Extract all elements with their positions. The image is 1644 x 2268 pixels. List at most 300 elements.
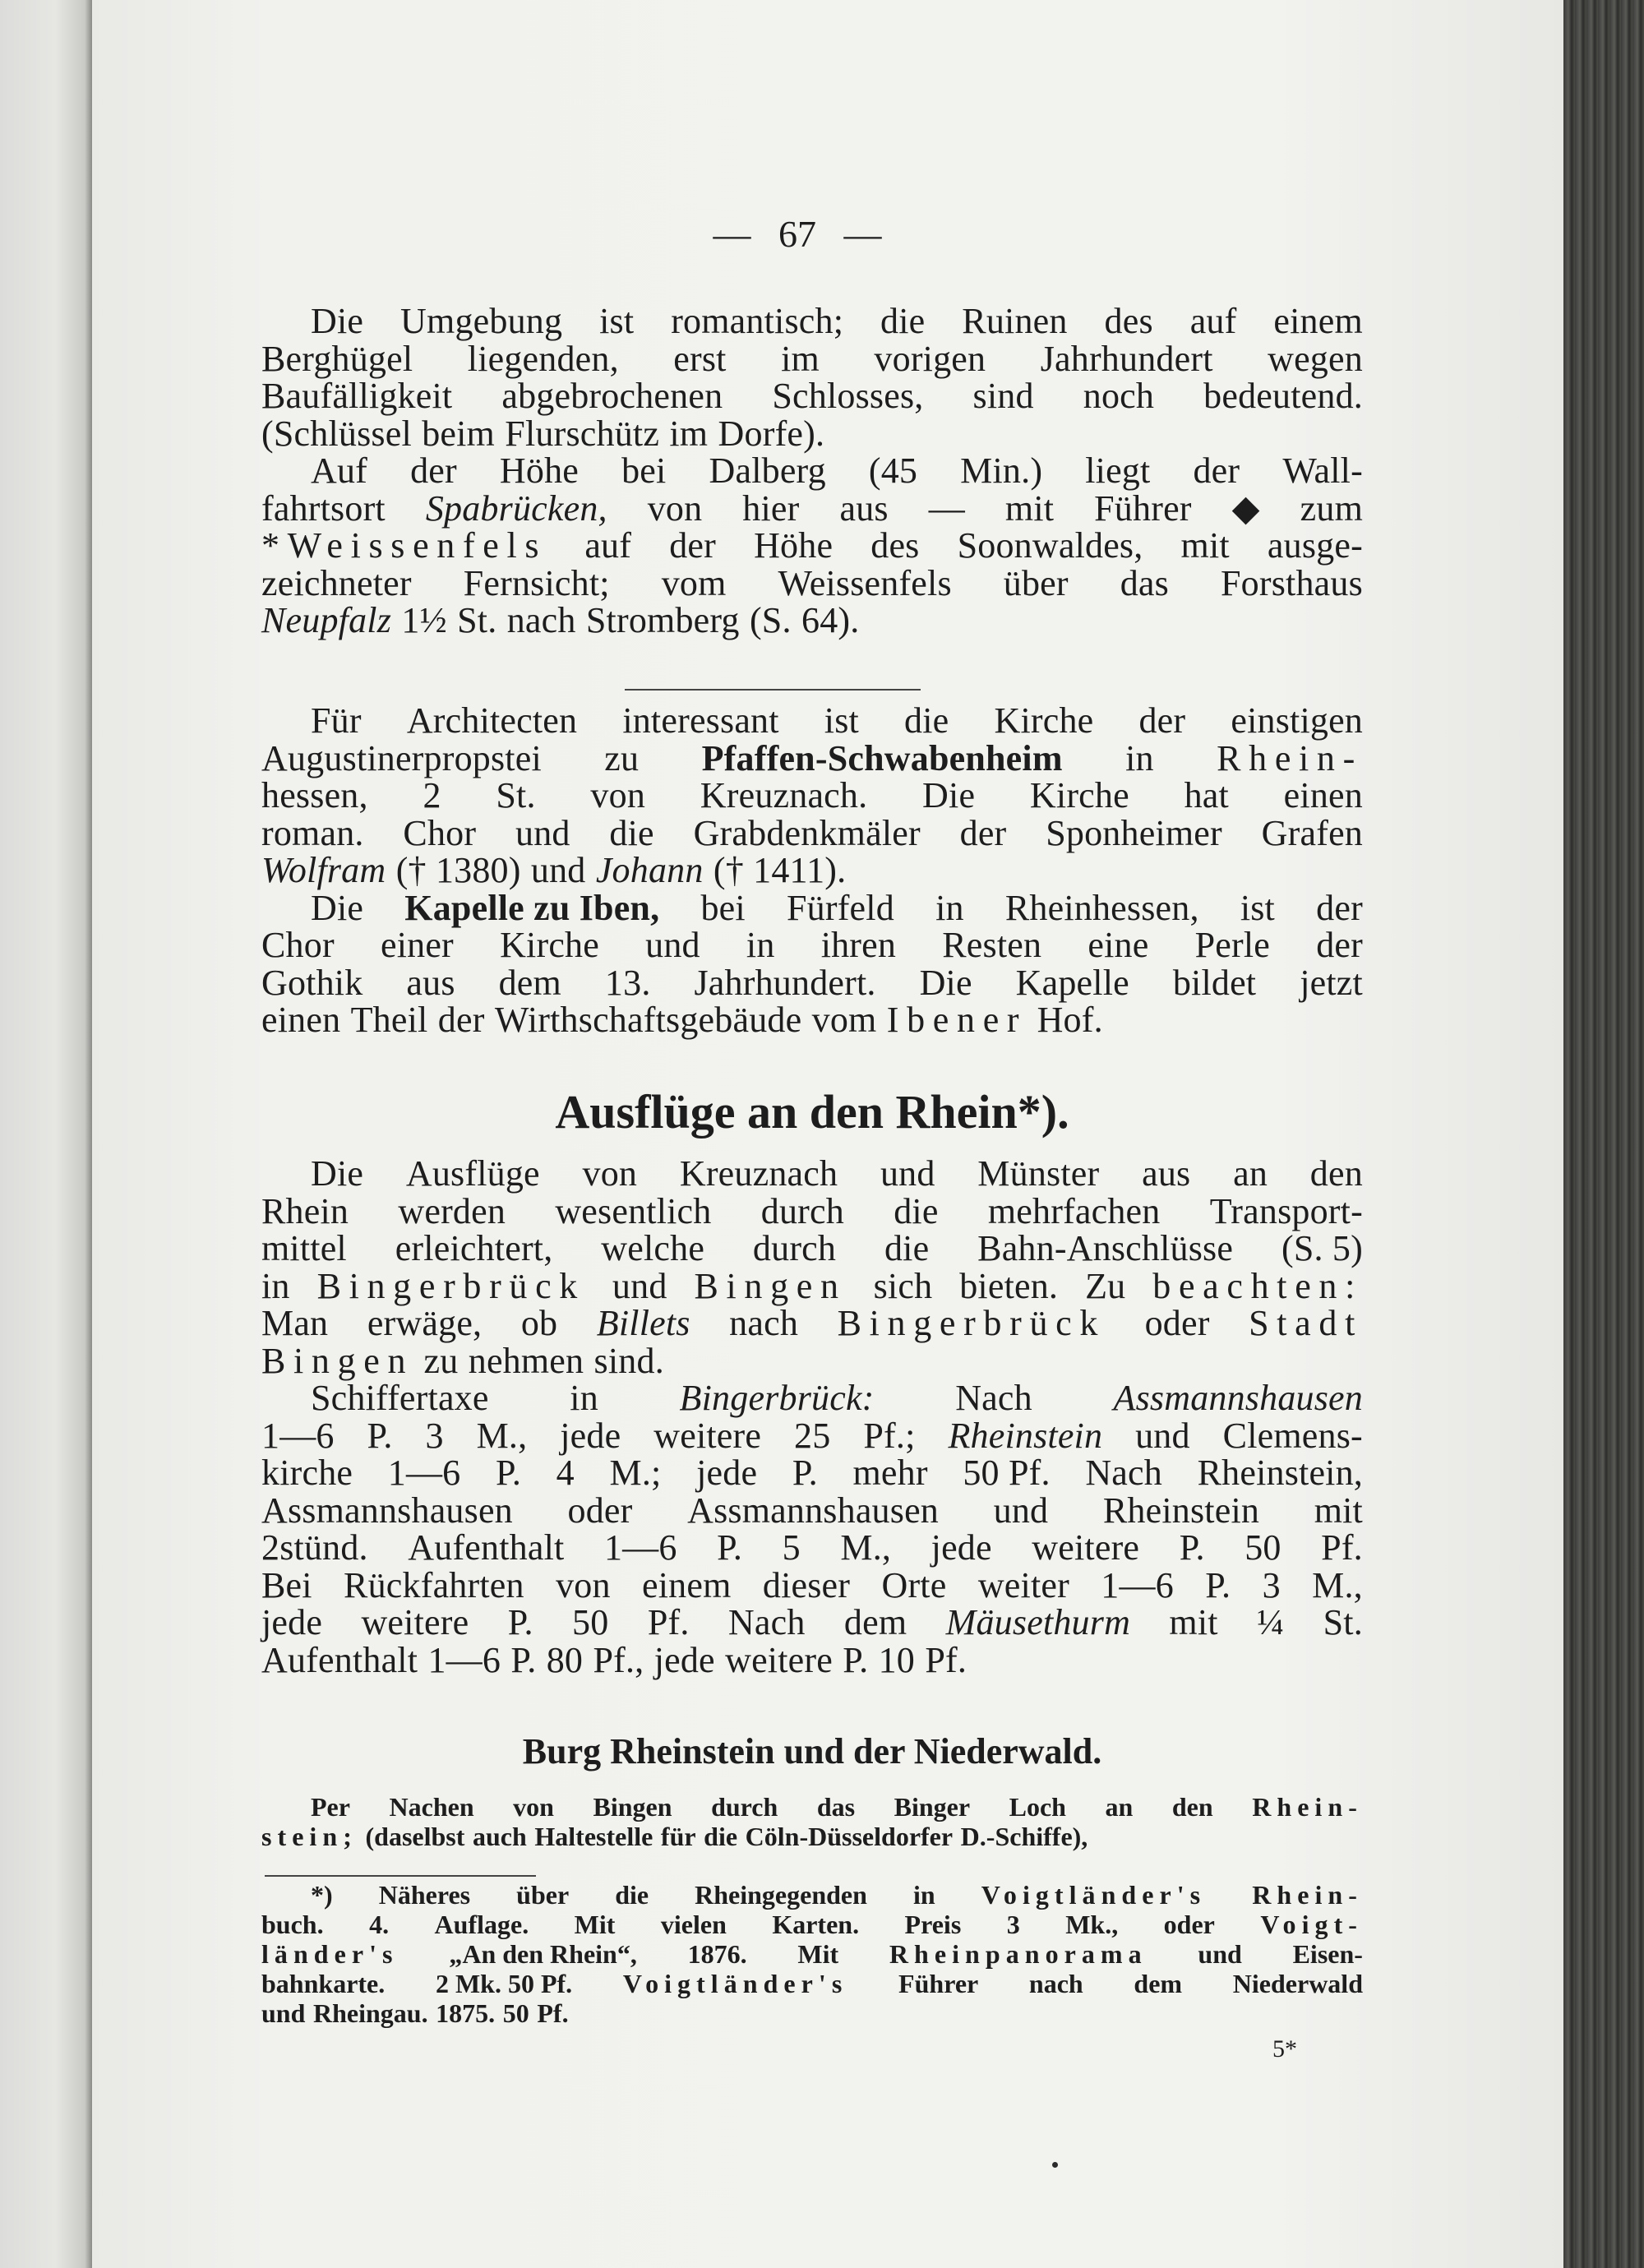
word: jede: [696, 1453, 758, 1493]
word: Die: [311, 301, 364, 341]
word: Bahn-Anschlüsse: [977, 1228, 1234, 1268]
word: der: [1138, 700, 1186, 741]
word: 80: [546, 1639, 584, 1680]
word: Baufälligkeit: [261, 376, 453, 416]
word: bildet: [1172, 962, 1257, 1003]
word: P.: [507, 1602, 533, 1642]
word: und: [1135, 1415, 1190, 1456]
word: Auf: [311, 450, 368, 491]
word: Ruinen: [962, 301, 1068, 341]
text-line: [261, 1342, 1363, 1380]
text-line: [261, 1639, 1363, 1680]
word: länder's: [261, 1939, 399, 1969]
text-line: [261, 340, 1363, 378]
text-line: [261, 1564, 1363, 1605]
word: P.: [496, 1453, 522, 1493]
word: Jahrhundert: [1040, 338, 1213, 379]
word: Führer: [1094, 487, 1192, 529]
word: 1—6: [1101, 1564, 1174, 1605]
word: Preis: [904, 1910, 962, 1939]
word: P.: [843, 1639, 869, 1680]
word: liegenden,: [467, 338, 619, 379]
word: Rheinhessen,: [1004, 887, 1199, 928]
word: Chor: [261, 925, 335, 965]
word: Aufenthalt: [408, 1527, 565, 1568]
word: weitere: [1032, 1527, 1140, 1568]
word: vorigen: [874, 338, 986, 379]
word: Näheres: [378, 1880, 471, 1910]
word: den: [1171, 1792, 1213, 1822]
word: die: [884, 1228, 930, 1268]
word: noch: [1083, 376, 1155, 416]
word: aus: [1142, 1153, 1191, 1194]
word: Architecten: [406, 700, 578, 741]
word: Karten.: [772, 1910, 860, 1939]
word: *): [311, 1880, 333, 1910]
word: Assmannshausen: [687, 1490, 940, 1531]
word: Pfaffen-Schwabenheim: [701, 737, 1063, 778]
word: von: [513, 1792, 554, 1822]
word: in: [935, 887, 964, 928]
word: die: [615, 1880, 649, 1910]
word: der: [669, 525, 716, 566]
word: der: [1193, 450, 1240, 491]
word: Eisen-: [1292, 1939, 1363, 1969]
word: Neupfalz: [261, 600, 392, 640]
word: Forsthaus: [1220, 562, 1363, 603]
word: 50 Pf.: [963, 1453, 1051, 1493]
word: ist: [824, 700, 859, 741]
text-line: [261, 562, 1363, 603]
word: 4: [556, 1453, 575, 1493]
word: der: [410, 450, 457, 491]
word: Theil: [350, 1000, 428, 1040]
word: und: [993, 1490, 1049, 1531]
word: Spabrücken,: [425, 487, 607, 529]
word: weitere: [361, 1602, 469, 1642]
word: ausge-: [1267, 525, 1363, 566]
word: Nach: [727, 1602, 806, 1642]
word: vom: [661, 562, 727, 603]
word: der: [1316, 925, 1363, 965]
word: auch: [473, 1822, 527, 1851]
word: Bingerbrück: [837, 1303, 1106, 1343]
word: hessen,: [261, 775, 368, 815]
word: 10: [878, 1639, 915, 1680]
word: mit: [1004, 487, 1055, 529]
word: Man: [261, 1303, 329, 1343]
text-block-top: [261, 303, 1363, 640]
word: 2 Mk. 50 Pf.: [435, 1969, 573, 1998]
word: Schlosses,: [772, 376, 924, 416]
word: Pf.: [647, 1602, 690, 1642]
word: und: [880, 1153, 935, 1194]
paragraph-kapelle-iben: [261, 889, 1363, 1039]
word: Mk.,: [1065, 1910, 1119, 1939]
word: Haltestelle: [534, 1822, 653, 1851]
text-line: [261, 1155, 1363, 1193]
text-line: [261, 1230, 1363, 1268]
word: Min.): [960, 450, 1043, 491]
word: Rhein-: [1252, 1792, 1363, 1822]
word: dieser: [762, 1564, 851, 1605]
text-line: [261, 964, 1363, 1002]
text-line: [261, 889, 1363, 927]
word: nehmen: [468, 1340, 584, 1381]
word: zu: [604, 737, 640, 778]
word: 3: [425, 1415, 444, 1456]
text-line: [261, 415, 1363, 453]
word: Pf.: [1321, 1527, 1363, 1568]
word: einem: [1273, 301, 1363, 341]
word: 2stünd.: [261, 1527, 368, 1568]
word: Bei: [261, 1564, 312, 1605]
word: ist: [1240, 887, 1275, 928]
print-speck: [1052, 2162, 1058, 2168]
word: bei: [700, 887, 746, 928]
word: oder: [1144, 1303, 1210, 1343]
word: ¼: [1257, 1602, 1285, 1642]
footnote-block: [261, 1880, 1363, 2028]
word: († 1380): [395, 850, 521, 890]
word: P.: [1205, 1564, 1231, 1605]
word: Pf.: [537, 1998, 569, 2028]
word: *Weissenfels: [261, 525, 547, 566]
text-line: [261, 602, 1363, 640]
word: Bingen: [261, 1340, 414, 1381]
word: jede: [931, 1527, 992, 1568]
word: Auflage.: [434, 1910, 529, 1939]
word: Rheinpanorama: [889, 1939, 1148, 1969]
word: 50: [572, 1602, 609, 1642]
word: zeichneter: [261, 562, 412, 603]
word: Loch: [1009, 1792, 1066, 1822]
word: Die: [311, 1153, 364, 1194]
word: zu: [423, 1340, 459, 1381]
word: ob: [520, 1303, 558, 1343]
word: Fernsicht;: [463, 562, 610, 603]
word: Rheinstein,: [1197, 1453, 1363, 1493]
word: Rhein: [261, 1190, 349, 1231]
word: (S. 5): [1281, 1228, 1363, 1268]
word: mit: [1180, 525, 1230, 566]
word: Kreuznach: [679, 1153, 838, 1194]
word: die: [609, 812, 654, 853]
word: bedeutend.: [1203, 376, 1363, 416]
word: Rheinstein: [1102, 1490, 1260, 1531]
word: roman.: [261, 812, 364, 853]
word: Kapelle: [1015, 962, 1129, 1003]
word: wesentlich: [555, 1190, 712, 1231]
word: Weissenfels: [778, 562, 952, 603]
word: und: [645, 925, 700, 965]
word: 1½: [401, 600, 447, 640]
word: Höhe: [499, 450, 580, 491]
word: vielen: [660, 1910, 727, 1939]
word: die: [894, 1190, 939, 1231]
word: 1—6: [261, 1415, 335, 1456]
word: für: [660, 1822, 696, 1851]
word: Pf.;: [863, 1415, 916, 1456]
text-line: [261, 1190, 1363, 1231]
word: welche: [601, 1228, 705, 1268]
word: in: [1125, 737, 1154, 778]
word: Grabdenkmäler: [693, 812, 921, 853]
text-line: [261, 1001, 1363, 1039]
word: das: [1120, 562, 1169, 603]
word: Voigt-: [1260, 1910, 1363, 1939]
word: Mit: [574, 1910, 616, 1939]
text-line: [261, 926, 1363, 964]
word: über: [1003, 562, 1069, 603]
word: 1875.: [436, 1998, 496, 2028]
word: fahrtsort: [261, 487, 386, 529]
text-line: [261, 1939, 1363, 1969]
word: im: [669, 413, 709, 454]
word: St.: [1323, 1602, 1363, 1642]
word: in: [261, 1265, 290, 1306]
word: einem: [642, 1564, 732, 1605]
word: Zu: [1085, 1265, 1126, 1306]
word: Hof.: [1037, 1000, 1103, 1040]
word: und: [1198, 1939, 1242, 1969]
section-heading-burg: Burg Rheinstein und der Niederwald.: [522, 1731, 1102, 1771]
word: 1876.: [687, 1939, 747, 1969]
word: nach: [506, 600, 576, 640]
word: Pf.,: [593, 1639, 644, 1680]
word: 2: [423, 775, 441, 815]
word: und: [515, 812, 570, 853]
word: einer: [380, 925, 454, 965]
word: Perle: [1194, 925, 1271, 965]
word: Wolfram: [261, 850, 386, 890]
word: im: [781, 338, 820, 379]
word: Assmannshausen: [261, 1490, 513, 1531]
word: bahnkarte.: [261, 1969, 386, 1998]
word: einen: [261, 1000, 341, 1040]
word: ◆: [1231, 487, 1260, 529]
word: der: [959, 812, 1007, 853]
word: (S.: [749, 600, 792, 640]
word: Niederwald: [1232, 1969, 1363, 1998]
word: 4.: [369, 1910, 390, 1939]
word: 64).: [801, 600, 860, 640]
word: Berghügel: [261, 338, 413, 379]
word: Die: [922, 775, 976, 815]
word: Resten: [942, 925, 1042, 965]
word: die: [704, 1822, 738, 1851]
word: M.,: [476, 1415, 528, 1456]
text-line: [261, 1529, 1363, 1567]
word: Pf.: [925, 1639, 967, 1680]
text-line: [261, 1910, 1363, 1939]
word: auf: [1189, 301, 1237, 341]
text-line: [261, 303, 1363, 340]
paragraph-dalberg: [261, 452, 1363, 640]
word: mit: [1169, 1602, 1218, 1642]
word: jede: [653, 1639, 715, 1680]
word: (Schlüssel: [261, 413, 412, 454]
word: Nach: [955, 1378, 1032, 1418]
word: Mäusethurm: [945, 1602, 1131, 1642]
word: in: [912, 1880, 935, 1910]
word: weitere: [653, 1415, 762, 1456]
word: Mit: [797, 1939, 839, 1969]
word: jede: [560, 1415, 621, 1456]
word: hat: [1184, 775, 1229, 815]
word: P.: [367, 1415, 393, 1456]
text-line: [261, 452, 1363, 490]
left-page-edge: [0, 0, 92, 2268]
text-line: [261, 1379, 1363, 1417]
word: den: [1309, 1153, 1363, 1194]
word: Dalberg: [709, 450, 826, 491]
word: oder: [1163, 1910, 1215, 1939]
word: 13.: [604, 962, 651, 1003]
word: die: [904, 700, 949, 741]
word: Die: [311, 887, 364, 928]
word: die: [880, 301, 926, 341]
word: und: [612, 1265, 667, 1306]
word: Kreuznach.: [700, 775, 868, 815]
word: Flurschütz: [505, 413, 660, 454]
word: Rheingau.: [312, 1998, 428, 2028]
word: und: [530, 850, 586, 890]
paragraph-schiffertaxe: [261, 1379, 1363, 1679]
paragraph-nachen: [261, 1792, 1363, 1851]
word: 3: [1006, 1910, 1020, 1939]
word: Jahrhundert.: [694, 962, 876, 1003]
text-line: [261, 487, 1363, 529]
word: St.: [457, 600, 497, 640]
word: P.: [792, 1453, 818, 1493]
text-line: [261, 852, 1363, 889]
word: kirche: [261, 1453, 353, 1493]
word: Führer: [898, 1969, 979, 1998]
word: Sponheimer: [1046, 812, 1222, 853]
word: Die: [919, 962, 972, 1003]
text-line: [261, 527, 1363, 565]
word: von: [647, 487, 703, 529]
word: P.: [510, 1639, 537, 1680]
word: erwäge,: [367, 1303, 483, 1343]
word: Ibener: [886, 1000, 1028, 1040]
word: Per: [311, 1792, 350, 1822]
text-line: [261, 1305, 1363, 1342]
word: 50: [1245, 1527, 1281, 1568]
word: sich: [873, 1265, 933, 1306]
word: mehr: [852, 1453, 928, 1493]
footnote-divider: [265, 1875, 536, 1877]
word: an: [1233, 1153, 1268, 1194]
word: Höhe: [754, 525, 834, 566]
word: das: [816, 1792, 856, 1822]
page-number: — 67 —: [713, 213, 882, 255]
word: Rhein-: [1252, 1880, 1363, 1910]
word: erst: [673, 338, 727, 379]
word: Augustinerpropstei: [261, 737, 542, 778]
word: in: [746, 925, 775, 965]
word: bieten.: [959, 1265, 1059, 1306]
word: Kirche: [500, 925, 599, 965]
word: auf: [584, 525, 632, 566]
word: einstigen: [1231, 700, 1363, 741]
word: 1—6: [427, 1639, 501, 1680]
word: Für: [311, 700, 362, 741]
word: Rheinstein: [948, 1415, 1103, 1456]
word: 5: [782, 1527, 801, 1568]
text-line: [261, 702, 1363, 740]
word: Rheingegenden: [695, 1880, 867, 1910]
word: —: [928, 487, 965, 529]
word: eine: [1088, 925, 1149, 965]
word: Kirche: [1029, 775, 1129, 815]
word: des: [870, 525, 920, 566]
word: zum: [1300, 487, 1363, 529]
word: stein;: [261, 1822, 358, 1851]
word: in: [570, 1378, 598, 1418]
section-heading-rhein: Ausflüge an den Rhein*).: [555, 1085, 1069, 1139]
text-line: [261, 1822, 1363, 1851]
word: Transport-: [1209, 1190, 1363, 1231]
text-block-architecture: [261, 702, 1363, 1039]
text-line: [261, 1998, 1363, 2028]
word: Orte: [881, 1564, 947, 1605]
word: 1—6: [387, 1453, 461, 1493]
word: an: [1105, 1792, 1134, 1822]
word: Grafen: [1261, 812, 1363, 853]
word: ihren: [820, 925, 897, 965]
word: einen: [1283, 775, 1363, 815]
word: D.-Schiffe),: [960, 1822, 1088, 1851]
signature-mark: 5*: [1272, 2035, 1297, 2062]
word: Johann: [595, 850, 704, 890]
footnote-voigtlaender: [261, 1880, 1363, 2028]
text-line: [261, 1880, 1363, 1910]
word: oder: [567, 1490, 633, 1531]
word: Kapelle zu Iben,: [404, 887, 660, 928]
word: werden: [398, 1190, 506, 1231]
text-line: [261, 1492, 1363, 1530]
word: St.: [496, 775, 536, 815]
word: (45: [868, 450, 918, 491]
word: romantisch;: [671, 301, 844, 341]
word: ist: [599, 301, 635, 341]
word: jede: [261, 1602, 323, 1642]
text-line: [261, 777, 1363, 815]
word: Voigtländer's: [981, 1880, 1207, 1910]
word: durch: [752, 1228, 837, 1268]
word: dem: [498, 962, 561, 1003]
word: der: [1316, 887, 1363, 928]
word: des: [1104, 301, 1153, 341]
word: Stromberg: [585, 600, 740, 640]
word: von: [590, 775, 646, 815]
word: Umgebung: [400, 301, 563, 341]
text-line: [261, 1969, 1363, 1998]
word: jetzt: [1300, 962, 1363, 1003]
word: Münster: [977, 1153, 1100, 1194]
word: mittel: [261, 1228, 347, 1268]
word: mehrfachen: [987, 1190, 1161, 1231]
word: Chor: [403, 812, 477, 853]
word: aus: [406, 962, 455, 1003]
text-line: [261, 1417, 1363, 1455]
word: Fürfeld: [786, 887, 894, 928]
word: erleichtert,: [395, 1228, 553, 1268]
page-stack-edge: [1563, 0, 1644, 2268]
word: dem: [1134, 1969, 1183, 1998]
